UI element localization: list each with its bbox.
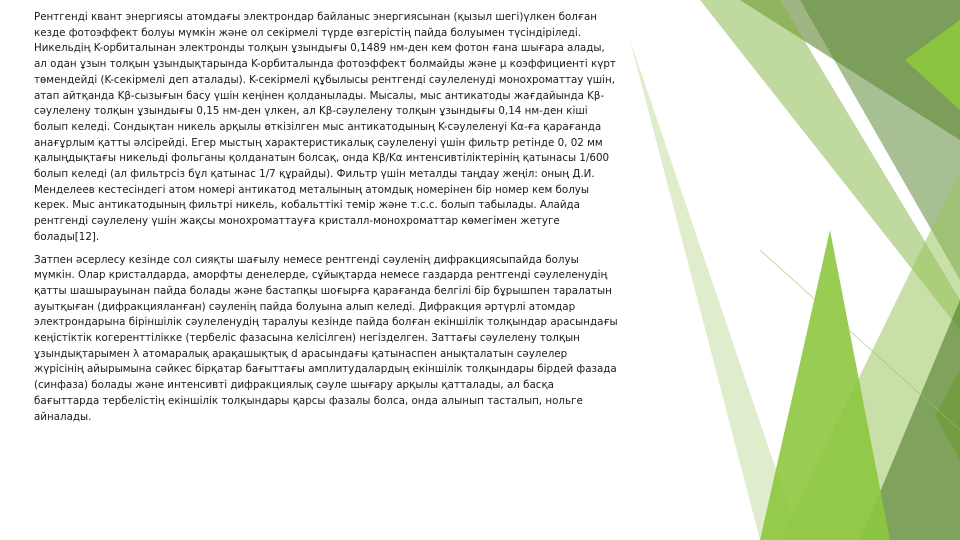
light-green-sliver	[630, 40, 800, 540]
paragraph-photoeffect: Рентгенді квант энергиясы атомдағы электрондар байланыс энергиясынан (қызыл шегі)үлкен болған кезде фотоэффект болуы мүмкін және ол секірмелі түрде өзгерістің пайда болуымен түсіндіріледі. Никельдің K-орбиталынан электронды толқын ұзындығы 0,1489 нм-ден кем фотон ғана шығара алады, ал одан ұзын толқын ұзындықтарында K-орбиталында фотоэффект болмайды және μ коэффициенті күрт төмендейді (K-секірмелі деп аталады). K-секірмелі құбылысы рентгенді сәулеленуді монохроматтау үшін, атап айтқанда Kβ-сызығын басу үшін кеңінен қолданылады. Мысалы, мыс антикатоды жағдайында Kβ-сәулелену толқын ұзындығы 0,15 нм-ден үлкен, ал Kβ-сәулелену толқын ұзындығы 0,14 нм-ден кіші болып келеді. Сондықтан никель арқылы өткізілген мыс антикатодының K-сәулеленуі Kα-ға қарағанда анағұрлым қатты әлсірейді. Егер мыстың характеристикалық сәулеленуі үшін фильтр ретінде 0, 02 мм қалыңдықтағы никельді фольганы қолданатын болсақ, онда Kβ/Kα интенсивтіліктерінің қатынасы 1/600 болып келеді (ал фильтрсіз бұл қатынас 1/7 құрайды). Фильтр үшін металды таңдау жеңіл: оның Д.И. Менделеев кестесіндегі атом номері антикатод металының атомдық номерінен бір номер кем болуы керек. Мыс антикатодының фильтрі никель, кобальттікі темір және т.с.с. болып табылады. Алайда рентгенді сәулелену үшін жақсы монохроматтауға кристалл-монохроматтар көмегімен жетуге болады[12].	[34, 11, 616, 243]
slide-text-body	[34, 10, 619, 425]
paragraph-diffraction: Затпен әсерлесу кезінде сол сияқты шағылу немесе рентгенді сәуленің дифракциясыпайда болуы мүмкін. Олар кристалдарда, аморфты денелерде, сұйықтарда немесе газдарда рентгенді сәулеленудің қатты шашырауынан пайда болады және бастапқы шоғырға қарағанда белгілі бір бұрышпен таралатын ауытқыған (дифракцияланған) сәуленің пайда болуына алып келеді. Дифракция әртүрлі атомдар электрондарына біріншілік сәулеленудің таралуы кезінде пайда болған екіншілік толқындар арасындағы кеңістіктік когеренттілікке (тербеліс фазасына келісілген) негізделген. Заттағы сәулелену толқын ұзындықтарымен λ атомаралық арақашықтық d арасындағы қатынаспен анықталатын сәулелер жүрісінің айырымына сәйкес бірқатар бағыттағы амплитудалардың екіншілік толқындары бірдей фазада (синфаза) болады және интенсивті дифракциялық сәуле шығару арқылы қатталады, ал басқа бағыттарда тербелістің екіншілік толқындары қарсы фазалы болса, онда алынып тасталып, нольге айналады.	[34, 253, 618, 423]
